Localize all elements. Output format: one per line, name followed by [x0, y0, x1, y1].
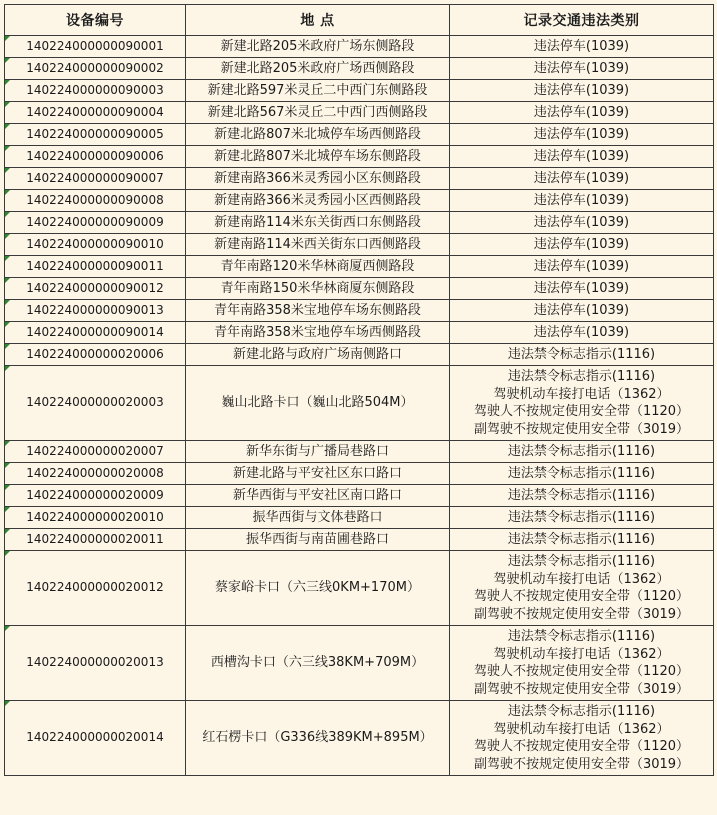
violation-item: 副驾驶不按规定使用安全带（3019）: [473, 421, 690, 437]
location-cell: 青年南路150米华林商厦东侧路段: [186, 278, 450, 300]
violation-cell: [450, 168, 714, 190]
violation-item: 驾驶人不按规定使用安全带（1120）: [473, 589, 690, 604]
table-row: [5, 344, 714, 366]
device-id-cell: 140224000000020003: [5, 366, 186, 441]
table-row: [5, 507, 714, 529]
table-row: [5, 256, 714, 278]
device-table: [4, 4, 714, 776]
device-id-cell: 140224000000020007: [5, 441, 186, 463]
violation-item: 驾驶人不按规定使用安全带（1120）: [473, 404, 690, 419]
device-id-cell: 140224000000090012: [5, 278, 186, 300]
table-row: [5, 441, 714, 463]
violation-item: 违法禁令标志指示(1116): [507, 509, 656, 525]
violation-cell: [450, 701, 714, 776]
violation-item: 驾驶人不按规定使用安全带（1120）: [473, 664, 690, 679]
violation-item: 违法停车(1039): [533, 280, 630, 296]
device-id-cell: 140224000000090003: [5, 80, 186, 102]
violation-item: 副驾驶不按规定使用安全带（3019）: [473, 606, 690, 622]
violation-item: 违法禁令标志指示(1116): [507, 531, 656, 547]
location-cell: 青年南路120米华林商厦西侧路段: [186, 256, 450, 278]
device-id-cell: 140224000000020006: [5, 344, 186, 366]
device-id-cell: 140224000000090006: [5, 146, 186, 168]
violation-cell: [450, 300, 714, 322]
location-cell: 新建北路807米北城停车场东侧路段: [186, 146, 450, 168]
header-location: 地 点: [186, 5, 450, 36]
table-row: [5, 551, 714, 626]
violation-item: 违法停车(1039): [533, 192, 630, 208]
violation-item: 违法停车(1039): [533, 302, 630, 318]
violation-cell: [450, 344, 714, 366]
location-cell: 新建南路366米灵秀园小区西侧路段: [186, 190, 450, 212]
violation-item: 驾驶机动车接打电话（1362）: [493, 646, 670, 662]
violation-item: 驾驶机动车接打电话（1362）: [493, 571, 670, 587]
location-cell: 新建南路366米灵秀园小区东侧路段: [186, 168, 450, 190]
location-cell: 振华西街与文体巷路口: [186, 507, 450, 529]
violation-cell: [450, 551, 714, 626]
table-row: [5, 322, 714, 344]
header-violation-type: 记录交通违法类别: [450, 5, 714, 36]
device-id-cell: 140224000000020008: [5, 463, 186, 485]
violation-item: 驾驶人不按规定使用安全带（1120）: [473, 739, 690, 754]
violation-item: 副驾驶不按规定使用安全带（3019）: [473, 681, 690, 697]
violation-cell: [450, 234, 714, 256]
violation-item: 违法停车(1039): [533, 60, 630, 76]
violation-item: 违法停车(1039): [533, 82, 630, 98]
violation-item: 违法停车(1039): [533, 324, 630, 340]
device-id-cell: 140224000000020010: [5, 507, 186, 529]
table-row: [5, 300, 714, 322]
location-cell: 西槽沟卡口（六三线38KM+709M）: [186, 626, 450, 701]
device-id-cell: 140224000000090008: [5, 190, 186, 212]
device-id-cell: 140224000000090002: [5, 58, 186, 80]
header-row: [5, 5, 714, 36]
violation-cell: [450, 190, 714, 212]
violation-cell: [450, 529, 714, 551]
location-cell: 新华西街与平安社区南口路口: [186, 485, 450, 507]
violation-cell: [450, 256, 714, 278]
violation-cell: [450, 507, 714, 529]
location-cell: 新建北路与平安社区东口路口: [186, 463, 450, 485]
violation-item: 违法禁令标志指示(1116): [507, 369, 656, 384]
device-id-cell: 140224000000090010: [5, 234, 186, 256]
violation-cell: [450, 124, 714, 146]
location-cell: 新建北路807米北城停车场西侧路段: [186, 124, 450, 146]
device-id-cell: 140224000000090011: [5, 256, 186, 278]
location-cell: 蔡家峪卡口（六三线0KM+170M）: [186, 551, 450, 626]
violation-cell: [450, 463, 714, 485]
violation-item: 违法停车(1039): [533, 38, 630, 54]
violation-cell: [450, 36, 714, 58]
violation-item: 违法禁令标志指示(1116): [507, 554, 656, 569]
table-row: [5, 58, 714, 80]
violation-item: 违法停车(1039): [533, 104, 630, 120]
device-id-cell: 140224000000090007: [5, 168, 186, 190]
table-row: [5, 146, 714, 168]
location-cell: 新建南路114米东关街西口东侧路段: [186, 212, 450, 234]
device-id-cell: 140224000000090004: [5, 102, 186, 124]
table-row: [5, 36, 714, 58]
table-row: [5, 212, 714, 234]
device-id-cell: 140224000000090009: [5, 212, 186, 234]
violation-item: 违法停车(1039): [533, 236, 630, 252]
violation-item: 违法停车(1039): [533, 126, 630, 142]
violation-item: 驾驶机动车接打电话（1362）: [493, 386, 670, 402]
device-id-cell: 140224000000090005: [5, 124, 186, 146]
location-cell: 红石楞卡口（G336线389KM+895M）: [186, 701, 450, 776]
violation-cell: [450, 212, 714, 234]
table-row: [5, 485, 714, 507]
table-row: [5, 168, 714, 190]
location-cell: 新建北路205米政府广场西侧路段: [186, 58, 450, 80]
table-row: [5, 80, 714, 102]
header-device-id: 设备编号: [5, 5, 186, 36]
table-row: [5, 701, 714, 776]
violation-cell: [450, 366, 714, 441]
location-cell: 新建北路与政府广场南侧路口: [186, 344, 450, 366]
violation-item: 违法禁令标志指示(1116): [507, 346, 656, 362]
violation-item: 违法停车(1039): [533, 258, 630, 274]
device-id-cell: 140224000000020014: [5, 701, 186, 776]
violation-cell: [450, 322, 714, 344]
violation-cell: [450, 441, 714, 463]
violation-cell: [450, 278, 714, 300]
device-id-cell: 140224000000020009: [5, 485, 186, 507]
location-cell: 新建北路597米灵丘二中西门东侧路段: [186, 80, 450, 102]
violation-item: 违法禁令标志指示(1116): [507, 465, 656, 481]
violation-item: 违法停车(1039): [533, 148, 630, 164]
location-cell: 新建南路114米西关街东口西侧路段: [186, 234, 450, 256]
device-id-cell: 140224000000090001: [5, 36, 186, 58]
device-id-cell: 140224000000020011: [5, 529, 186, 551]
table-row: [5, 102, 714, 124]
table-row: [5, 190, 714, 212]
table-row: [5, 626, 714, 701]
violation-item: 驾驶机动车接打电话（1362）: [493, 721, 670, 737]
violation-item: 违法停车(1039): [533, 170, 630, 186]
violation-item: 违法禁令标志指示(1116): [507, 704, 656, 719]
table-row: [5, 463, 714, 485]
violation-cell: [450, 626, 714, 701]
location-cell: 新建北路567米灵丘二中西门西侧路段: [186, 102, 450, 124]
device-id-cell: 140224000000020013: [5, 626, 186, 701]
violation-item: 违法禁令标志指示(1116): [507, 443, 656, 459]
device-id-cell: 140224000000090014: [5, 322, 186, 344]
location-cell: 青年南路358米宝地停车场东侧路段: [186, 300, 450, 322]
location-cell: 振华西街与南苗圃巷路口: [186, 529, 450, 551]
location-cell: 新建北路205米政府广场东侧路段: [186, 36, 450, 58]
table-row: [5, 366, 714, 441]
violation-item: 违法停车(1039): [533, 214, 630, 230]
location-cell: 新华东街与广播局巷路口: [186, 441, 450, 463]
device-id-cell: 140224000000020012: [5, 551, 186, 626]
violation-cell: [450, 485, 714, 507]
device-id-cell: 140224000000090013: [5, 300, 186, 322]
violation-cell: [450, 146, 714, 168]
table-body: [5, 36, 714, 776]
location-cell: 巍山北路卡口（巍山北路504M）: [186, 366, 450, 441]
table-row: [5, 234, 714, 256]
table-row: [5, 529, 714, 551]
table-row: [5, 124, 714, 146]
violation-item: 副驾驶不按规定使用安全带（3019）: [473, 756, 690, 772]
violation-cell: [450, 58, 714, 80]
location-cell: 青年南路358米宝地停车场西侧路段: [186, 322, 450, 344]
violation-cell: [450, 80, 714, 102]
violation-item: 违法禁令标志指示(1116): [507, 487, 656, 503]
table-row: [5, 278, 714, 300]
violation-cell: [450, 102, 714, 124]
violation-item: 违法禁令标志指示(1116): [507, 629, 656, 644]
